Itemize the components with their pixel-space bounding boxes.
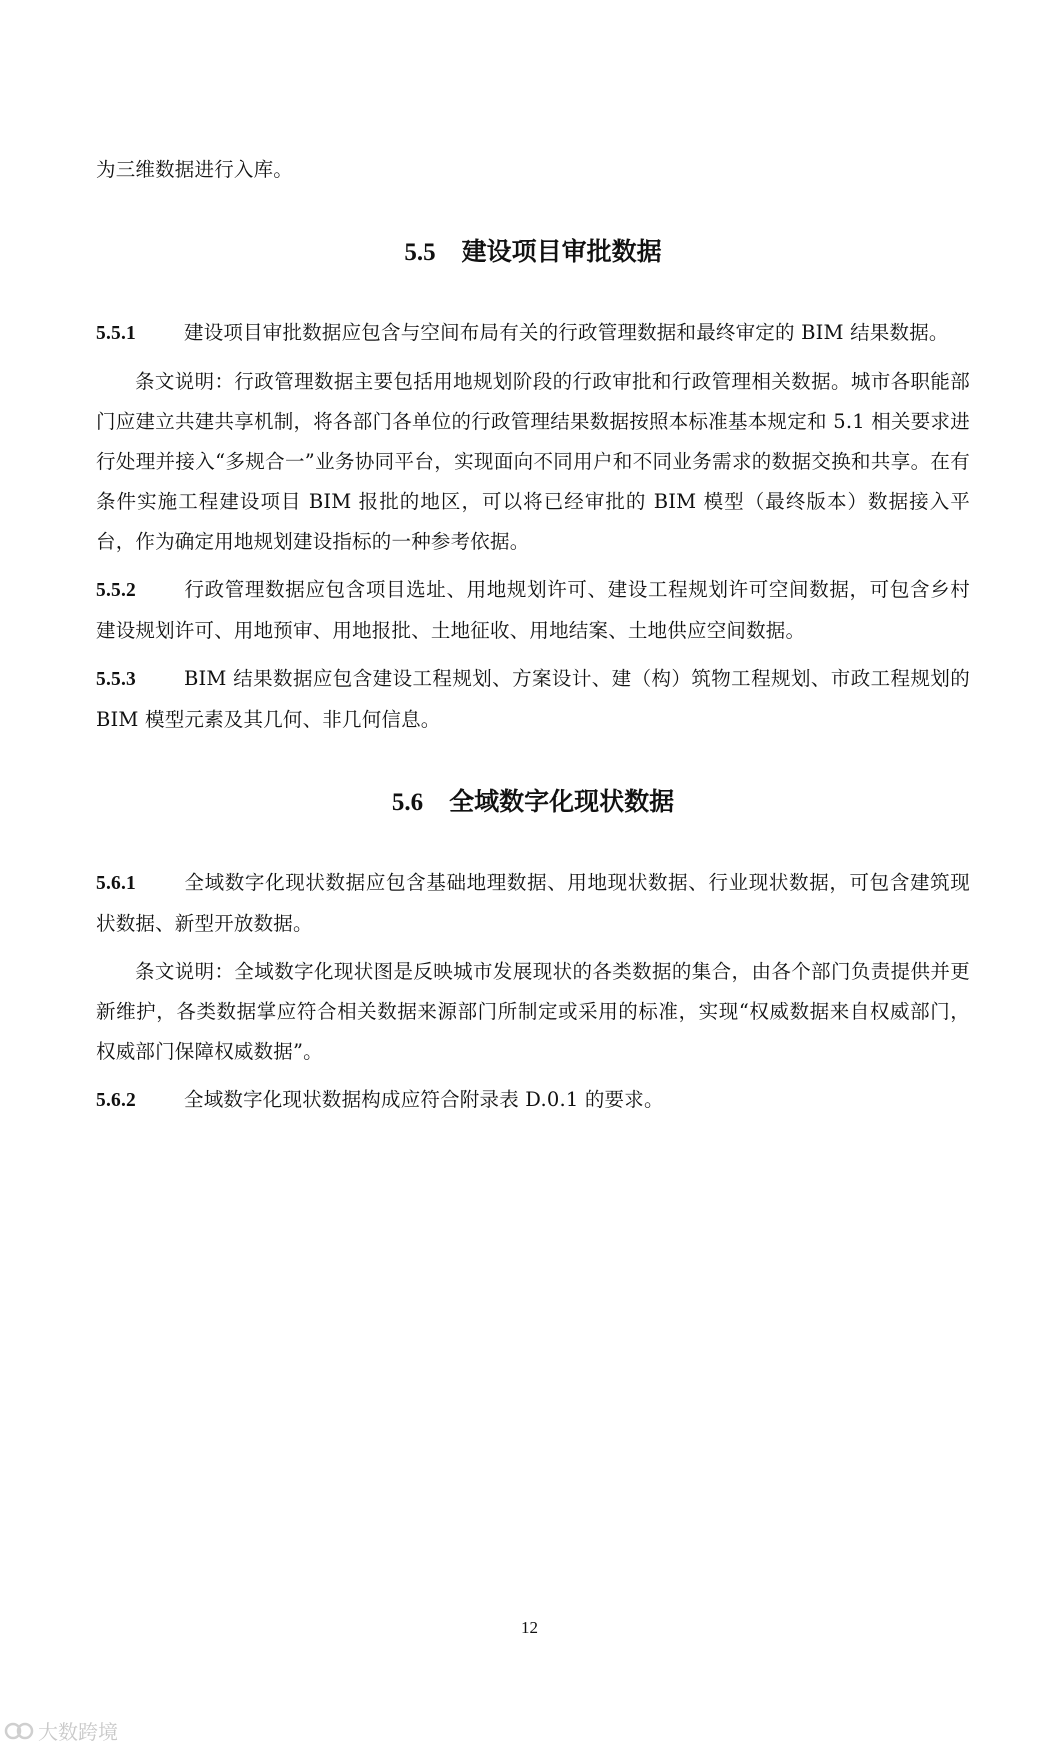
clause-number: 5.5.3 (96, 669, 136, 690)
clause-5-5-2 (96, 570, 970, 651)
section-title: 建设项目审批数据 (461, 237, 662, 266)
clause-text: 行政管理数据应包含项目选址、用地规划许可、建设工程规划许可空间数据，可包含乡村建设规划许可、用地预审、用地报批、土地征收、用地结案、土地供应空间数据。 (96, 578, 970, 642)
clause-5-5-1 (96, 313, 970, 354)
clause-number: 5.6.2 (96, 1090, 136, 1111)
clause-number: 5.5.2 (96, 580, 136, 601)
section-number: 5.5 (404, 239, 436, 266)
clause-note-5-5-1: 条文说明：行政管理数据主要包括用地规划阶段的行政审批和行政管理相关数据。城市各职能部门应建立共建共享机制，将各部门各单位的行政管理结果数据按照本标准基本规定和 5.1 相关要求进行处理并接入“多规合一”业务协同平台，实现面向不同用户和不同业务需求的数据交换和共享。在有条件实施工程建设项目 BIM 报批的地区，可以将已经审批的 BIM 模型（最终版本）数据接入平台，作为确定用地规划建设指标的一种参考依据。 (96, 370, 970, 553)
section-heading-5-5 (96, 232, 970, 273)
section-number: 5.6 (391, 789, 424, 816)
clause-text: 全域数字化现状数据构成应符合附录表 D.0.1 的要求。 (184, 1088, 664, 1111)
page-number: 12 (521, 1618, 538, 1637)
clause-text: 建设项目审批数据应包含与空间布局有关的行政管理数据和最终审定的 BIM 结果数据。 (184, 321, 949, 344)
clause-text: 全域数字化现状数据应包含基础地理数据、用地现状数据、行业现状数据，可包含建筑现状数据、新型开放数据。 (96, 871, 970, 935)
clause-number: 5.5.1 (96, 323, 136, 344)
section-title: 全域数字化现状数据 (449, 787, 675, 816)
clause-note-5-6-1: 条文说明：全域数字化现状图是反映城市发展现状的各类数据的集合，由各个部门负责提供并更新维护，各类数据掌应符合相关数据来源部门所制定或采用的标准，实现“权威数据来自权威部门，权威部门保障权威数据”。 (96, 960, 970, 1063)
document-body (96, 150, 970, 1129)
watermark-text: 大数跨境 (38, 1720, 118, 1744)
intro-paragraph: 为三维数据进行入库。 (96, 158, 294, 181)
clause-5-6-1 (96, 863, 970, 944)
clause-5-6-2 (96, 1080, 970, 1121)
watermark (4, 1716, 118, 1745)
clause-text: BIM 结果数据应包含建设工程规划、方案设计、建（构）筑物工程规划、市政工程规划的 BIM 模型元素及其几何、非几何信息。 (96, 667, 970, 731)
section-heading-5-6 (96, 782, 970, 823)
clause-5-5-3 (96, 659, 970, 740)
clause-number: 5.6.1 (96, 873, 136, 894)
brand-logo-icon (4, 1720, 34, 1742)
